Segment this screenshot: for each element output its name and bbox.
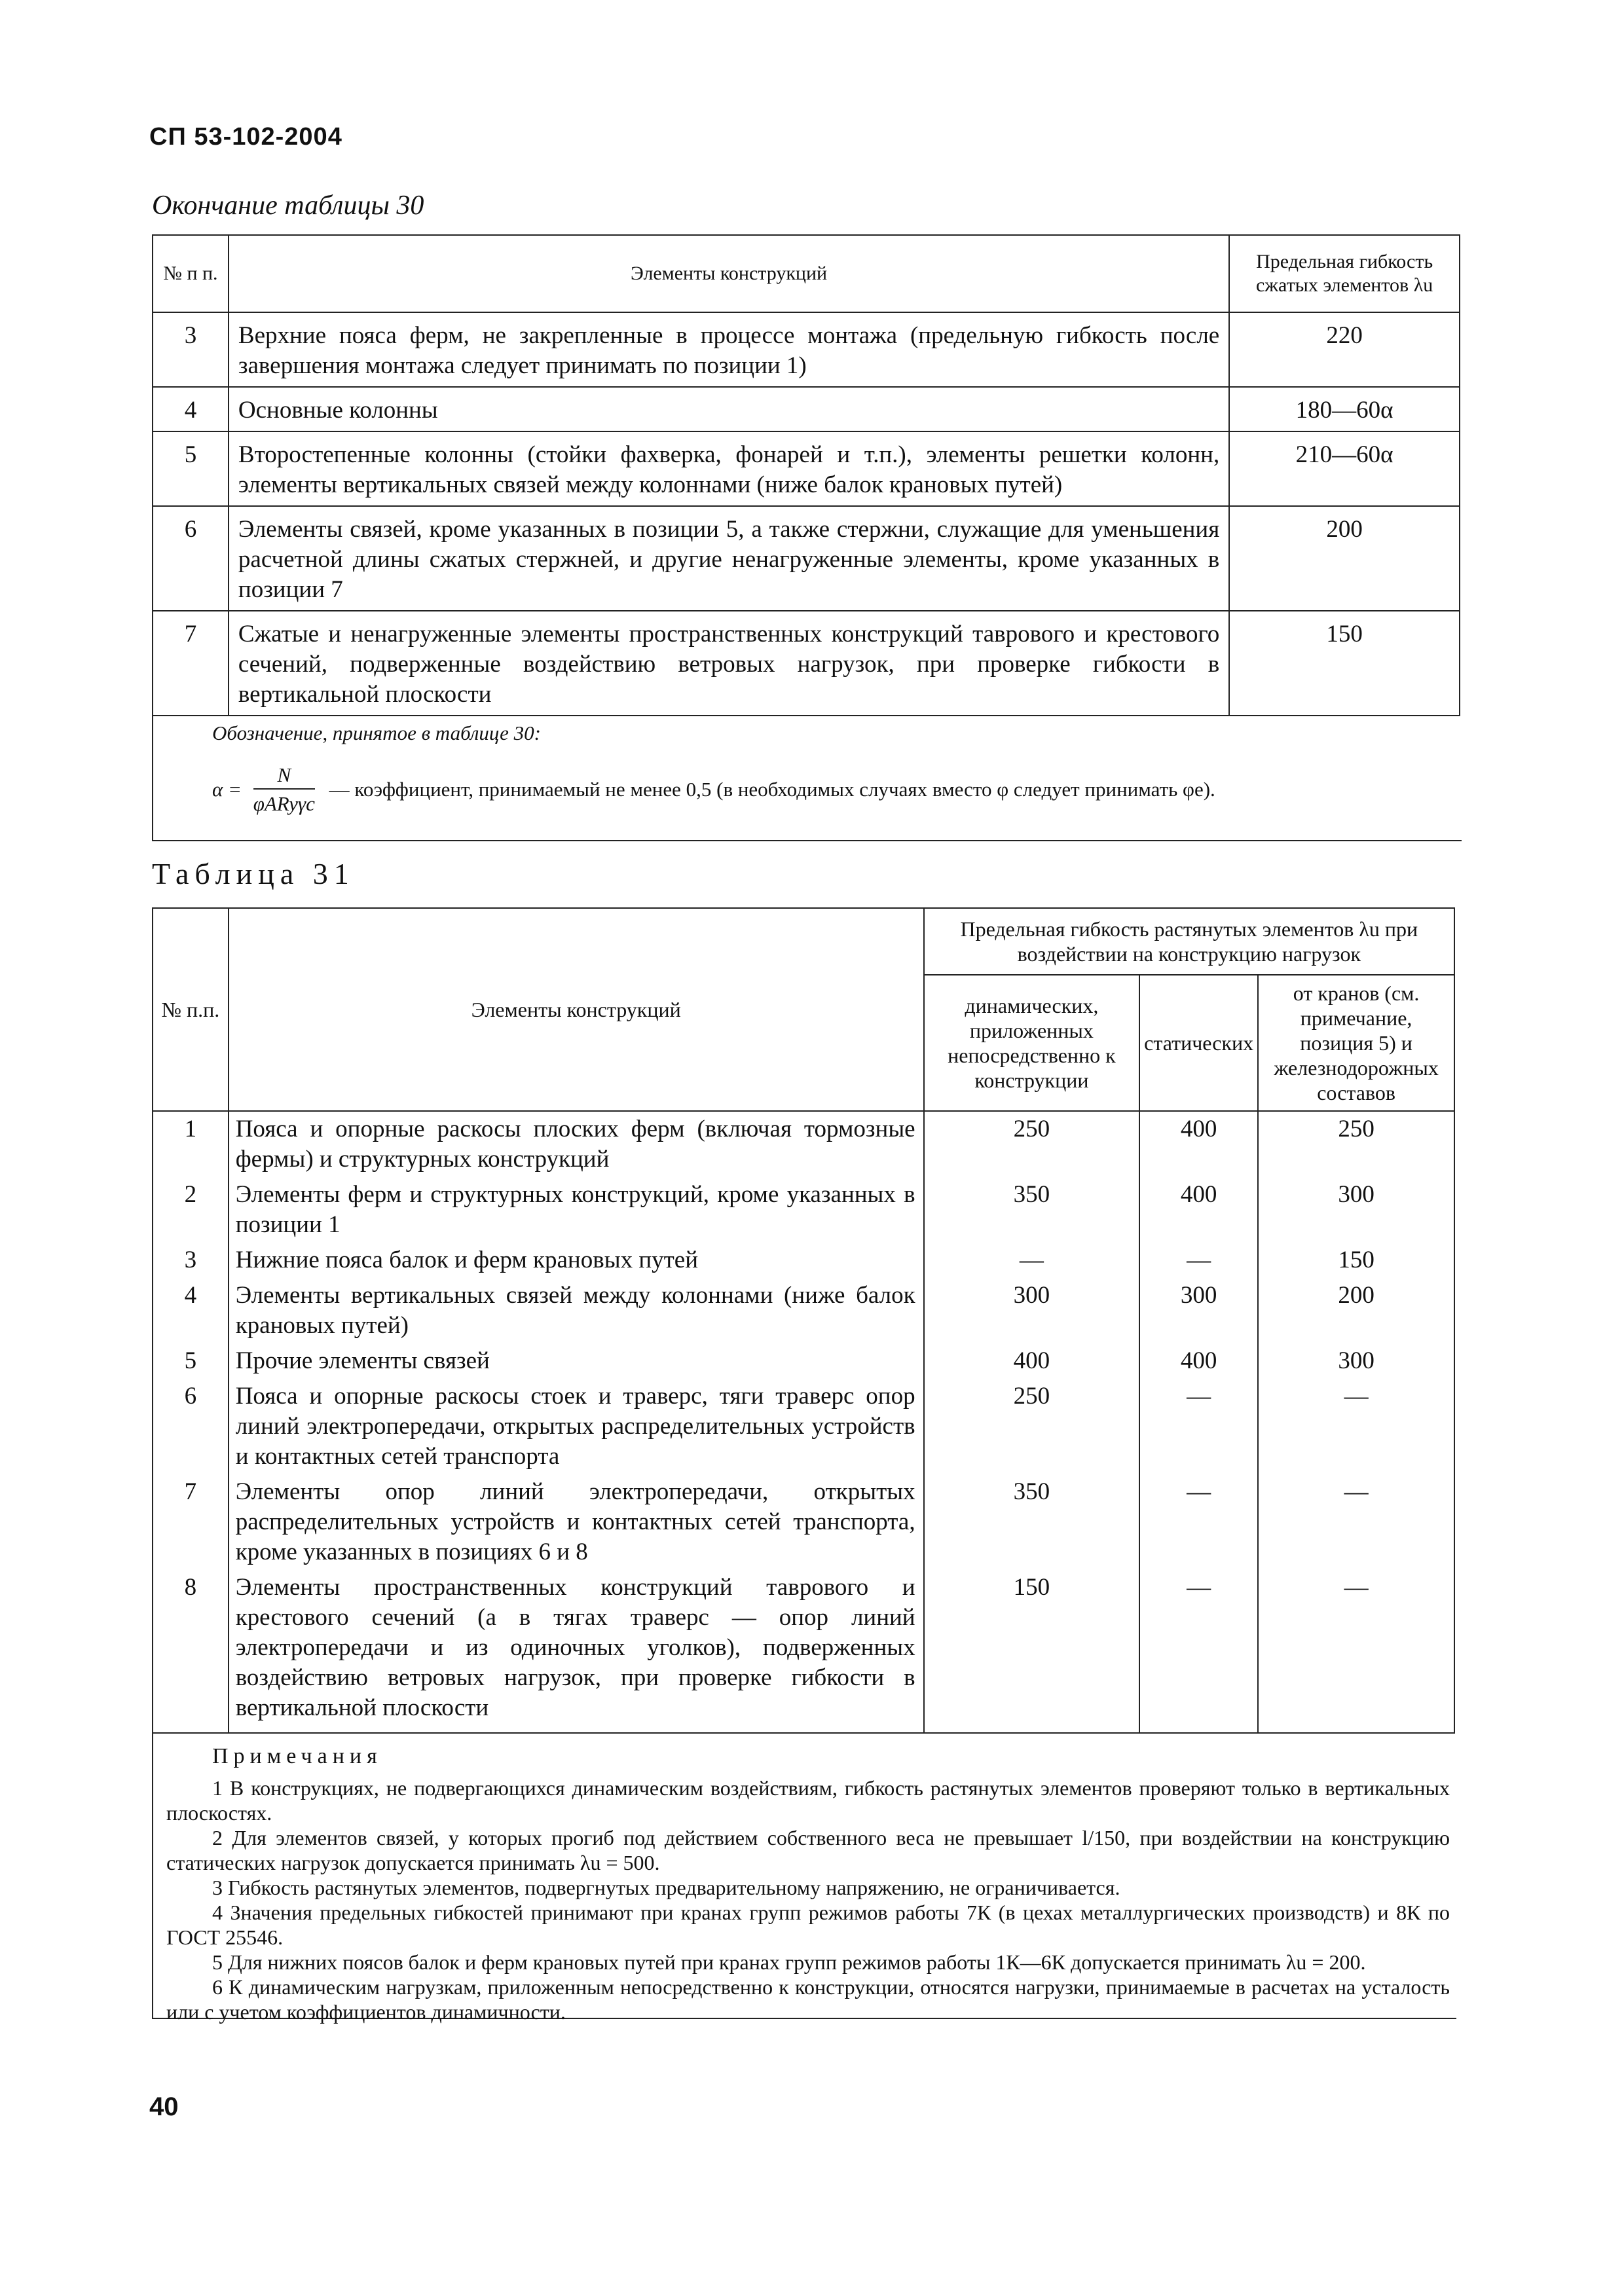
row-static-value: 400 — [1139, 1111, 1258, 1177]
row-number: 6 — [153, 1379, 229, 1474]
table-row — [153, 506, 1460, 611]
formula-lhs: α = — [212, 778, 242, 801]
note-item: 4 Значения предельных гибкостей принимают при кранах групп режимов работы 7К (в цехах металлургических производств) и 8К по ГОСТ 25546. — [166, 1901, 1450, 1949]
note-item: 2 Для элементов связей, у которых прогиб под действием собственного веса не превышает l/150, при воздействии на конструкцию статических нагрузок допускается принимать λu = 500. — [166, 1826, 1450, 1874]
row-static-value: 400 — [1139, 1177, 1258, 1243]
table-31 — [152, 907, 1455, 1734]
row-element-text: Нижние пояса балок и ферм крановых путей — [229, 1243, 924, 1278]
row-limit-value: 180—60α — [1229, 387, 1460, 431]
table-31-caption: Таблица 31 — [152, 857, 355, 890]
row-element-text: Элементы связей, кроме указанных в позиции 5, а также стержни, служащие для уменьшения расчетной длины сжатых стержней, и другие ненагруженные элементы, кроме указанных в позиции 7 — [229, 506, 1229, 611]
note-item: 3 Гибкость растянутых элементов, подвергнутых предварительному напряжению, не ограничивается. — [212, 1876, 1120, 1899]
row-element-text: Пояса и опорные раскосы плоских ферм (включая тормозные фермы) и структурных конструкций — [229, 1111, 924, 1177]
row-number: 8 — [153, 1570, 229, 1733]
document-code: СП 53-102-2004 — [149, 123, 342, 151]
formula-fraction — [253, 763, 315, 816]
row-number: 7 — [153, 611, 229, 716]
table-30-caption: Окончание таблицы 30 — [152, 191, 424, 221]
row-dynamic-value: 350 — [924, 1177, 1140, 1243]
table-row — [153, 1343, 1454, 1379]
table-31-header-num: № п.п. — [153, 908, 229, 1111]
row-static-value: — — [1139, 1243, 1258, 1278]
row-element-text: Элементы вертикальных связей между колоннами (ниже балок крановых путей) — [229, 1278, 924, 1343]
row-element-text: Основные колонны — [229, 387, 1229, 431]
table-31-header-group: Предельная гибкость растянутых элементов λu при воздействии на конструкцию нагрузок — [924, 908, 1454, 975]
table-row — [153, 387, 1460, 431]
row-crane-value: — — [1258, 1570, 1454, 1733]
row-crane-value: — — [1258, 1379, 1454, 1474]
row-static-value: — — [1139, 1570, 1258, 1733]
notes-list — [166, 1776, 1450, 2024]
table-31-notes — [152, 1728, 1456, 2024]
row-dynamic-value: 300 — [924, 1278, 1140, 1343]
table-30-body — [153, 312, 1460, 716]
row-number: 3 — [153, 1243, 229, 1278]
row-dynamic-value: 400 — [924, 1343, 1140, 1379]
row-dynamic-value: 350 — [924, 1474, 1140, 1570]
row-crane-value: 250 — [1258, 1111, 1454, 1177]
row-element-text: Элементы ферм и структурных конструкций, кроме указанных в позиции 1 — [229, 1177, 924, 1243]
row-limit-value: 220 — [1229, 312, 1460, 387]
row-crane-value: 150 — [1258, 1243, 1454, 1278]
formula-denominator: φARyγc — [253, 792, 315, 815]
table-row — [153, 611, 1460, 716]
row-number: 5 — [153, 1343, 229, 1379]
row-limit-value: 210—60α — [1229, 431, 1460, 506]
row-static-value: 400 — [1139, 1343, 1258, 1379]
row-element-text: Второстепенные колонны (стойки фахверка, фонарей и т.п.), элементы решетки колонн, элементы вертикальных связей между колоннами (ниже балок крановых путей) — [229, 431, 1229, 506]
row-static-value: — — [1139, 1474, 1258, 1570]
row-number: 7 — [153, 1474, 229, 1570]
notation-caption: Обозначение, принятое в таблице 30: — [212, 721, 542, 744]
row-dynamic-value: — — [924, 1243, 1140, 1278]
row-static-value: — — [1139, 1379, 1258, 1474]
table-30-header-limit: Предельная гибкость сжатых элементов λu — [1229, 235, 1460, 312]
table-31-header-elements: Элементы конструкций — [229, 908, 924, 1111]
note-item: 5 Для нижних поясов балок и ферм крановых путей при кранах групп режимов работы 1К—6К допускается принимать λu = 200. — [212, 1950, 1366, 1974]
row-dynamic-value: 250 — [924, 1379, 1140, 1474]
table-row — [153, 1243, 1454, 1278]
table-30 — [152, 234, 1460, 716]
note-item: 6 К динамическим нагрузкам, приложенным непосредственно к конструкции, относятся нагрузки, принимаемые в расчетах на усталость или с учетом коэффициентов динамичности. — [166, 1975, 1450, 2024]
row-number: 4 — [153, 387, 229, 431]
table-row — [153, 1111, 1454, 1177]
row-crane-value: 200 — [1258, 1278, 1454, 1343]
row-number: 3 — [153, 312, 229, 387]
notes-title: Примечания — [212, 1744, 382, 1768]
formula-numerator: N — [253, 763, 315, 790]
row-element-text: Прочие элементы связей — [229, 1343, 924, 1379]
table-31-body — [153, 1111, 1454, 1733]
table-31-header-static: статических — [1139, 975, 1258, 1111]
row-number: 5 — [153, 431, 229, 506]
row-crane-value: 300 — [1258, 1343, 1454, 1379]
row-element-text: Сжатые и ненагруженные элементы пространственных конструкций таврового и крестового сечений, подверженные воздействию ветровых нагрузок, при проверке гибкости в вертикальной плоскости — [229, 611, 1229, 716]
row-dynamic-value: 250 — [924, 1111, 1140, 1177]
note-item: 1 В конструкциях, не подвергающихся динамическим воздействиям, гибкость растянутых элементов проверяют только в вертикальных плоскостях. — [166, 1776, 1450, 1825]
row-number: 6 — [153, 506, 229, 611]
table-row — [153, 1177, 1454, 1243]
row-number: 4 — [153, 1278, 229, 1343]
table-row — [153, 1570, 1454, 1733]
alpha-formula — [212, 763, 1215, 816]
row-number: 1 — [153, 1111, 229, 1177]
row-crane-value: — — [1258, 1474, 1454, 1570]
row-element-text: Элементы опор линий электропередачи, открытых распределительных устройств и контактных сетей транспорта, кроме указанных в позициях 6 и 8 — [229, 1474, 924, 1570]
row-number: 2 — [153, 1177, 229, 1243]
table-30-header-elements: Элементы конструкций — [229, 235, 1229, 312]
table-30-header-num: № п п. — [153, 235, 229, 312]
row-crane-value: 300 — [1258, 1177, 1454, 1243]
table-31-header-dynamic: динамических, приложенных непосредственно к конструкции — [924, 975, 1140, 1111]
table-row — [153, 312, 1460, 387]
table-row — [153, 431, 1460, 506]
formula-description: — коэффициент, принимаемый не менее 0,5 (в необходимых случаях вместо φ следует принимать φe). — [329, 778, 1215, 801]
row-limit-value: 150 — [1229, 611, 1460, 716]
row-element-text: Верхние пояса ферм, не закрепленные в процессе монтажа (предельную гибкость после завершения монтажа следует принимать по позиции 1) — [229, 312, 1229, 387]
table-30-notation — [152, 712, 1462, 841]
table-row — [153, 1278, 1454, 1343]
page-number: 40 — [149, 2092, 179, 2121]
row-dynamic-value: 150 — [924, 1570, 1140, 1733]
row-limit-value: 200 — [1229, 506, 1460, 611]
table-row — [153, 1379, 1454, 1474]
table-row — [153, 1474, 1454, 1570]
row-element-text: Элементы пространственных конструкций таврового и крестового сечений (а в тягах траверс — опор линий электропередачи и из одиночных уголков), подверженных воздействию ветровых нагрузок, при проверке гибкости в вертикальной плоскости — [229, 1570, 924, 1733]
table-31-header-cranes: от кранов (см. примечание, позиция 5) и железнодорожных составов — [1258, 975, 1454, 1111]
row-static-value: 300 — [1139, 1278, 1258, 1343]
row-element-text: Пояса и опорные раскосы стоек и траверс, тяги траверс опор линий электропередачи, открытых распределительных устройств и контактных сетей транспорта — [229, 1379, 924, 1474]
